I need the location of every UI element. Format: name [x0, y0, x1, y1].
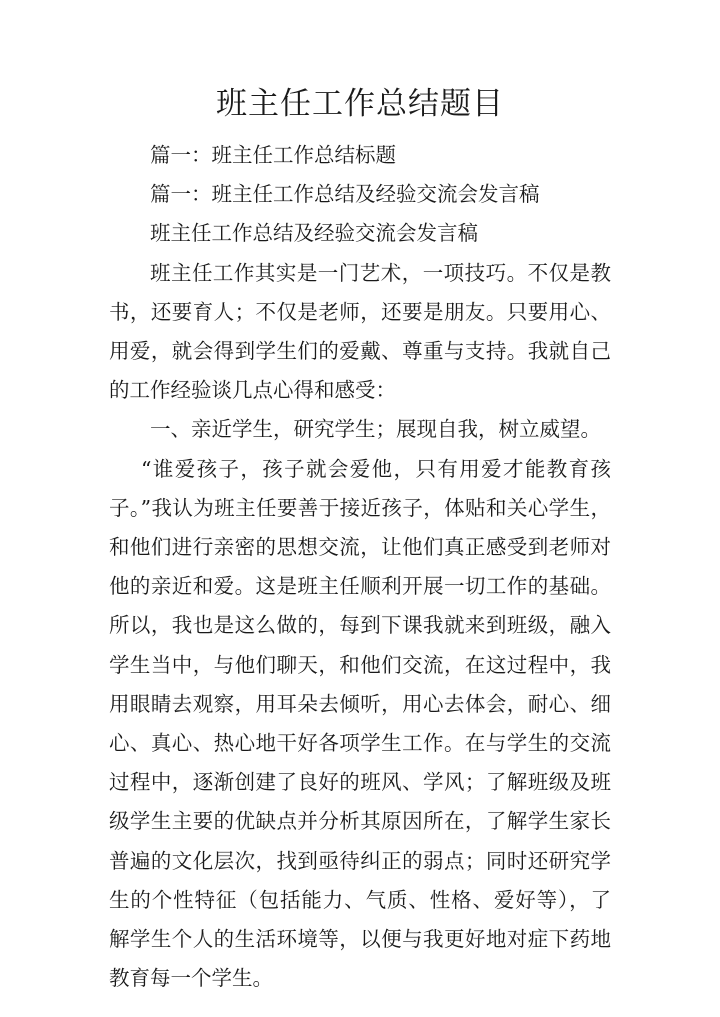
section-heading-one: 一、亲近学生，研究学生；展现自我，树立威望。 — [150, 417, 601, 442]
heading-chapter-one-title: 篇一：班主任工作总结标题 — [150, 143, 396, 167]
paragraph-quote-and-experience: “谁爱孩子，孩子就会爱他，只有用爱才能教育孩子。”我认为班主任要善于接近孩子，体贴和关心学生，和他们进行亲密的思想交流，让他们真正感受到老师对他的亲近和爱。这是班主任顺利开展一切工作的基础。所以，我也是这么做的，每到下课我就来到班级，融入学生当中，与他们聊天，和他们交流，在这过程中，我用眼睛去观察，用耳朵去倾听，用心去体会，耐心、细心、真心、热心地干好各项学生工作。在与学生的交流过程中，逐渐创建了良好的班风、学风；了解班级及班级学生主要的优缺点并分析其原因所在，了解学生家长普遍的文化层次，找到亟待纠正的弱点；同时还研究学生的个性特征（包括能力、气质、性格、爱好等），了解学生个人的生活环境等，以便与我更好地对症下药地教育每一个学生。 — [109, 456, 611, 991]
paragraph-introduction: 班主任工作其实是一门艺术，一项技巧。不仅是教书，还要育人；不仅是老师，还要是朋友。只要用心、用爱，就会得到学生们的爱戴、尊重与支持。我就自己的工作经验谈几点心得和感受： — [109, 260, 611, 403]
heading-chapter-one-speech: 篇一：班主任工作总结及经验交流会发言稿 — [150, 182, 540, 207]
document-body — [109, 136, 611, 998]
speech-title: 班主任工作总结及经验交流会发言稿 — [150, 221, 478, 246]
document-title: 班主任工作总结题目 — [216, 86, 504, 122]
